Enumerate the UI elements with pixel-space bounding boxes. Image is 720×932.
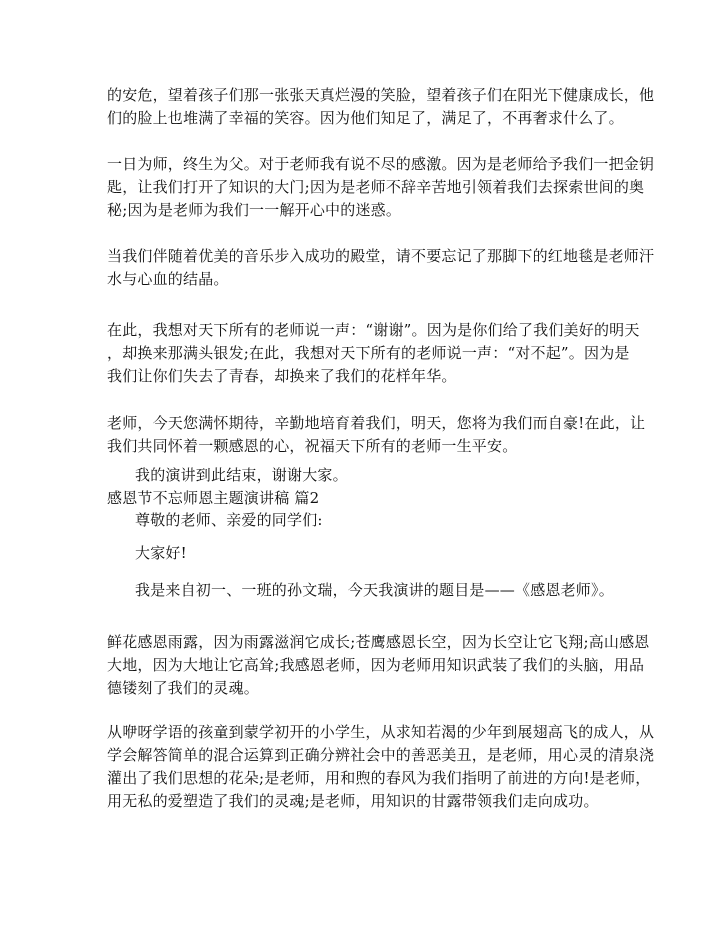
text-line: 一日为师，终生为父。对于老师我有说不尽的感激。因为是老师给予我们一把金钥 — [107, 155, 655, 173]
paragraph-teacher-father — [107, 153, 655, 222]
text-line: ，却换来那满头银发;在此，我想对天下所有的老师说一声：“对不起”。因为是 — [107, 344, 630, 362]
text-line: 鲜花感恩雨露，因为雨露滋润它成长;苍鹰感恩长空，因为长空让它飞翔;高山感恩 — [107, 633, 650, 651]
section-title — [107, 487, 613, 510]
paragraph-red-carpet — [107, 245, 655, 291]
paragraph-blessing — [107, 412, 646, 458]
text-line: 大地，因为大地让它高耸;我感恩老师，因为老师用知识武装了我们的头脑，用品 — [107, 656, 645, 674]
text-line: 匙，让我们打开了知识的大门;因为是老师不辞辛苦地引领着我们去探索世间的奥 — [107, 178, 645, 196]
text-line: 当我们伴随着优美的音乐步入成功的殿堂，请不要忘记了那脚下的红地毯是老师汗 — [107, 247, 655, 265]
text-line: 我们共同怀着一颗感恩的心，祝福天下所有的老师一生平安。 — [107, 437, 518, 455]
text-line: 的安危，望着孩子们那一张张天真烂漫的笑脸，望着孩子们在阳光下健康成长，他 — [107, 86, 655, 104]
paragraph-parents-smile — [107, 84, 655, 130]
text-line: 老师，今天您满怀期待，辛勤地培育着我们，明天，您将为我们而自豪!在此，让 — [107, 414, 646, 432]
greeting-text: 大家好! — [135, 544, 187, 562]
text-line: 水与心血的结晶。 — [107, 270, 229, 288]
text-line: 德镂刻了我们的灵魂。 — [107, 679, 260, 697]
text-line: 用无私的爱塑造了我们的灵魂;是老师，用知识的甘露带领我们走向成功。 — [107, 792, 599, 810]
section-title-text: 感恩节不忘师恩主题演讲稿 篇2 — [107, 489, 320, 507]
salutation — [135, 509, 613, 532]
text-line: 从咿呀学语的孩童到蒙学初开的小学生，从求知若渴的少年到展翅高飞的成人，从 — [107, 723, 655, 741]
paragraph-thank-you — [107, 319, 640, 388]
intro-text: 我是来自初一、一班的孙文瑞，今天我演讲的题目是——《感恩老师》。 — [135, 581, 614, 599]
closing-text: 我的演讲到此结束，谢谢大家。 — [135, 466, 348, 484]
text-line: 学会解答简单的混合运算到正确分辨社会中的善恶美丑，是老师，用心灵的清泉浇 — [107, 746, 655, 764]
paragraph-gratitude-nature — [107, 631, 650, 700]
text-line: 秘;因为是老师为我们一一解开心中的迷惑。 — [107, 201, 402, 219]
text-line: 灌出了我们思想的花朵;是老师，用和煦的春风为我们指明了前进的方向!是老师， — [107, 769, 651, 787]
greeting — [135, 542, 613, 565]
text-line: 们的脸上也堆满了幸福的笑容。因为他们知足了，满足了，不再奢求什么了。 — [107, 109, 624, 127]
text-line: 我们让你们失去了青春，却换来了我们的花样年华。 — [107, 367, 457, 385]
text-line: 在此，我想对天下所有的老师说一声：“谢谢”。因为是你们给了我们美好的明天 — [107, 321, 640, 339]
intro — [135, 579, 613, 602]
closing-line — [135, 464, 613, 487]
salutation-text: 尊敬的老师、亲爱的同学们: — [135, 511, 323, 529]
paragraph-growth — [107, 721, 655, 813]
